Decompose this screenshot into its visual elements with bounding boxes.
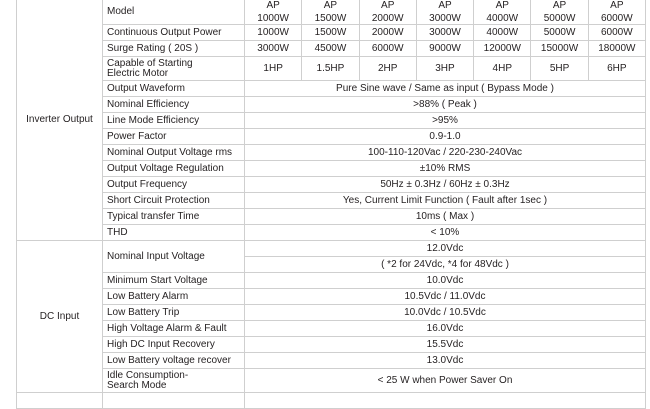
row-label: Power Factor: [103, 129, 245, 145]
row-label: Output Voltage Regulation: [103, 161, 245, 177]
short-circuit-protection-row: [17, 193, 646, 209]
row-label: High DC Input Recovery: [103, 337, 245, 353]
row-label: Short Circuit Protection: [103, 193, 245, 209]
nominal-output-voltage-row: [17, 145, 646, 161]
value-cell: 3HP: [416, 57, 473, 81]
value-cell: < 10%: [245, 225, 646, 241]
value-cell: >88% ( Peak ): [245, 97, 646, 113]
nominal-input-voltage-row: [17, 241, 646, 257]
model-cell: [531, 0, 588, 25]
model-cell: [474, 0, 531, 25]
value-cell: 0.9-1.0: [245, 129, 646, 145]
model-prefix: AP: [610, 0, 624, 11]
model-prefix: AP: [381, 0, 395, 11]
value-cell: 12.0Vdc: [245, 241, 646, 257]
row-label: Minimum Start Voltage: [103, 273, 245, 289]
model-watt: 3000W: [429, 13, 461, 24]
value-cell: 15000W: [531, 41, 588, 57]
row-label: Line Mode Efficiency: [103, 113, 245, 129]
value-cell: 2HP: [359, 57, 416, 81]
row-label-line: Search Mode: [107, 379, 167, 391]
empty-cell: [245, 393, 646, 409]
value-cell: 5HP: [531, 57, 588, 81]
value-note-cell: ( *2 for 24Vdc, *4 for 48Vdc ): [245, 257, 646, 273]
value-cell: 10.0Vdc / 10.5Vdc: [245, 305, 646, 321]
high-voltage-alarm-fault-row: [17, 321, 646, 337]
model-watt: 4000W: [486, 13, 519, 24]
model-watt: 6000W: [601, 13, 633, 24]
row-label: Low Battery Trip: [103, 305, 245, 321]
row-label: Nominal Efficiency: [103, 97, 245, 113]
row-label: Model: [103, 0, 245, 25]
value-cell: 1000W: [245, 25, 302, 41]
value-cell: 2000W: [359, 25, 416, 41]
model-cell: [245, 0, 302, 25]
value-cell: 18000W: [588, 41, 645, 57]
row-label-line: Capable of Starting: [107, 57, 193, 69]
low-battery-trip-row: [17, 305, 646, 321]
output-frequency-row: [17, 177, 646, 193]
value-cell: 12000W: [474, 41, 531, 57]
minimum-start-voltage-row: [17, 273, 646, 289]
value-cell: 1500W: [302, 25, 359, 41]
thd-row: [17, 225, 646, 241]
model-cell: [359, 0, 416, 25]
trailing-row: [17, 393, 646, 409]
value-cell: Pure Sine wave / Same as input ( Bypass Mode ): [245, 81, 646, 97]
section-dc-input: DC Input: [17, 241, 103, 393]
value-cell: 15.5Vdc: [245, 337, 646, 353]
model-prefix: AP: [266, 0, 280, 11]
surge-rating-row: [17, 41, 646, 57]
row-label: Low Battery Alarm: [103, 289, 245, 305]
model-cell: [588, 0, 645, 25]
value-cell: 13.0Vdc: [245, 353, 646, 369]
row-label: Output Waveform: [103, 81, 245, 97]
value-cell: 5000W: [531, 25, 588, 41]
typical-transfer-time-row: [17, 209, 646, 225]
value-cell: 6HP: [588, 57, 645, 81]
section-inverter-output: Inverter Output: [17, 0, 103, 241]
value-cell: 10.0Vdc: [245, 273, 646, 289]
idle-consumption-row: [17, 369, 646, 393]
low-battery-alarm-row: [17, 289, 646, 305]
value-cell: 1.5HP: [302, 57, 359, 81]
value-cell: 3000W: [416, 25, 473, 41]
row-label: High Voltage Alarm & Fault: [103, 321, 245, 337]
row-label: Output Frequency: [103, 177, 245, 193]
value-cell: 6000W: [359, 41, 416, 57]
row-label: THD: [103, 225, 245, 241]
value-cell: ±10% RMS: [245, 161, 646, 177]
empty-cell: [17, 393, 103, 409]
row-label: Nominal Output Voltage rms: [103, 145, 245, 161]
starting-motor-row: [17, 57, 646, 81]
model-prefix: AP: [495, 0, 509, 11]
model-cell: [416, 0, 473, 25]
high-dc-input-recovery-row: [17, 337, 646, 353]
row-label: Nominal Input Voltage: [103, 241, 245, 273]
line-mode-efficiency-row: [17, 113, 646, 129]
model-watt: 5000W: [543, 13, 576, 24]
row-label: Surge Rating ( 20S ): [103, 41, 245, 57]
value-cell: 100-110-120Vac / 220-230-240Vac: [245, 145, 646, 161]
output-voltage-regulation-row: [17, 161, 646, 177]
continuous-output-power-row: [17, 25, 646, 41]
model-watt: 1500W: [314, 13, 347, 24]
low-battery-voltage-recover-row: [17, 353, 646, 369]
model-row: [17, 0, 646, 25]
value-cell: < 25 W when Power Saver On: [245, 369, 646, 393]
empty-cell: [103, 393, 245, 409]
value-cell: 1HP: [245, 57, 302, 81]
value-cell: 3000W: [245, 41, 302, 57]
model-watt: 1000W: [257, 13, 289, 24]
value-cell: 4HP: [474, 57, 531, 81]
model-cell: [302, 0, 359, 25]
value-cell: 10.5Vdc / 11.0Vdc: [245, 289, 646, 305]
row-label: Low Battery voltage recover: [103, 353, 245, 369]
row-label: [103, 57, 245, 81]
spec-table: [16, 0, 646, 409]
value-cell: 4000W: [474, 25, 531, 41]
output-waveform-row: [17, 81, 646, 97]
row-label: Typical transfer Time: [103, 209, 245, 225]
value-cell: 50Hz ± 0.3Hz / 60Hz ± 0.3Hz: [245, 177, 646, 193]
value-cell: Yes, Current Limit Function ( Fault after 1sec ): [245, 193, 646, 209]
row-label: [103, 369, 245, 393]
value-cell: 9000W: [416, 41, 473, 57]
row-label: Continuous Output Power: [103, 25, 245, 41]
value-cell: 4500W: [302, 41, 359, 57]
power-factor-row: [17, 129, 646, 145]
model-watt: 2000W: [371, 13, 404, 24]
value-cell: 6000W: [588, 25, 645, 41]
model-prefix: AP: [323, 0, 338, 11]
nominal-efficiency-row: [17, 97, 646, 113]
model-prefix: AP: [438, 0, 452, 11]
value-cell: >95%: [245, 113, 646, 129]
value-cell: 10ms ( Max ): [245, 209, 646, 225]
model-prefix: AP: [552, 0, 567, 11]
row-label-line: Idle Consumption-: [107, 369, 189, 381]
value-cell: 16.0Vdc: [245, 321, 646, 337]
row-label-line: Electric Motor: [107, 67, 169, 79]
